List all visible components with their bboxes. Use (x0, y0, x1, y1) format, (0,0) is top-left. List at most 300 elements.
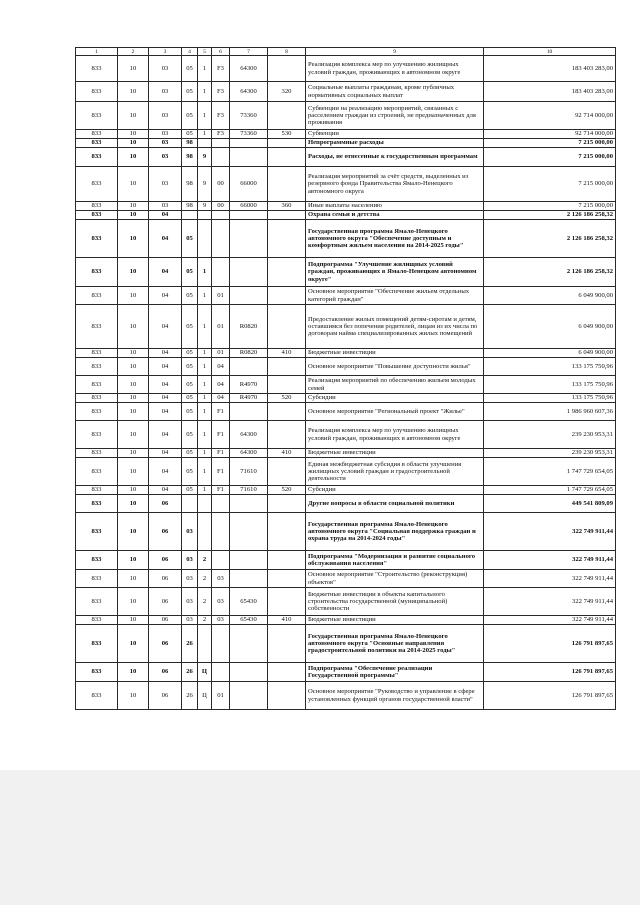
table-row (76, 403, 616, 421)
cell-program: 05 (182, 376, 198, 394)
cell-subsection: 04 (149, 211, 182, 220)
cell-section: 10 (118, 102, 149, 130)
cell-direction (230, 358, 268, 376)
cell-description: Бюджетные инвестиции (306, 616, 484, 625)
cell-amount: 183 403 283,00 (484, 82, 616, 102)
cell-admin-code: 833 (76, 616, 118, 625)
cell-direction (230, 513, 268, 551)
cell-subsection: 06 (149, 663, 182, 682)
column-number: 10 (484, 48, 616, 56)
cell-section: 10 (118, 403, 149, 421)
cell-subsection: 04 (149, 394, 182, 403)
cell-direction (230, 403, 268, 421)
cell-description: Иные выплаты населению (306, 202, 484, 211)
cell-activity: F1 (212, 486, 230, 495)
cell-program: 05 (182, 421, 198, 449)
cell-description: Бюджетные инвестиции (306, 349, 484, 358)
cell-expense-type (268, 167, 306, 202)
cell-direction (230, 287, 268, 305)
cell-program: 05 (182, 349, 198, 358)
table-row (76, 663, 616, 682)
table-row (76, 449, 616, 458)
table-row (76, 287, 616, 305)
cell-section: 10 (118, 358, 149, 376)
cell-subsection: 06 (149, 625, 182, 663)
cell-admin-code: 833 (76, 56, 118, 82)
cell-amount: 1 747 729 654,05 (484, 486, 616, 495)
cell-activity: F1 (212, 403, 230, 421)
cell-subsection: 03 (149, 102, 182, 130)
cell-description: Бюджетные инвестиции в объекты капитального строительства государственной (муниципальной) собственности (306, 588, 484, 616)
cell-amount: 322 749 911,44 (484, 588, 616, 616)
cell-direction: 66000 (230, 167, 268, 202)
cell-amount: 2 126 186 258,32 (484, 220, 616, 258)
cell-expense-type (268, 258, 306, 287)
cell-expense-type: 360 (268, 202, 306, 211)
cell-expense-type: 410 (268, 449, 306, 458)
cell-amount: 2 126 186 258,32 (484, 258, 616, 287)
cell-amount: 449 541 809,09 (484, 495, 616, 513)
cell-activity: F1 (212, 449, 230, 458)
cell-direction (230, 625, 268, 663)
cell-direction: 64300 (230, 421, 268, 449)
column-number: 2 (118, 48, 149, 56)
table-row (76, 349, 616, 358)
cell-activity (212, 513, 230, 551)
table-row (76, 148, 616, 167)
cell-direction (230, 139, 268, 148)
cell-program (182, 211, 198, 220)
cell-description: Основное мероприятие "Региональный проект "Жилье" (306, 403, 484, 421)
cell-subprogram (198, 211, 212, 220)
cell-activity: 00 (212, 202, 230, 211)
cell-program: 05 (182, 130, 198, 139)
cell-expense-type (268, 513, 306, 551)
cell-admin-code: 833 (76, 211, 118, 220)
cell-amount: 2 126 186 258,32 (484, 211, 616, 220)
cell-program: 05 (182, 258, 198, 287)
table-row (76, 394, 616, 403)
cell-subprogram: 1 (198, 287, 212, 305)
cell-activity (212, 220, 230, 258)
cell-description: Субсидии (306, 486, 484, 495)
cell-expense-type (268, 220, 306, 258)
cell-direction (230, 220, 268, 258)
cell-admin-code: 833 (76, 394, 118, 403)
cell-expense-type (268, 570, 306, 588)
cell-activity (212, 211, 230, 220)
cell-program: 05 (182, 102, 198, 130)
cell-program: 03 (182, 570, 198, 588)
column-number: 5 (198, 48, 212, 56)
table-row (76, 458, 616, 486)
cell-activity (212, 148, 230, 167)
cell-subsection: 04 (149, 220, 182, 258)
cell-subprogram: Ц (198, 682, 212, 710)
cell-subsection: 03 (149, 148, 182, 167)
cell-subsection: 06 (149, 682, 182, 710)
cell-expense-type (268, 358, 306, 376)
table-row (76, 202, 616, 211)
cell-expense-type (268, 625, 306, 663)
table-row (76, 486, 616, 495)
cell-admin-code: 833 (76, 167, 118, 202)
cell-program: 05 (182, 220, 198, 258)
cell-direction (230, 495, 268, 513)
cell-direction: R0820 (230, 305, 268, 349)
cell-subprogram: 1 (198, 305, 212, 349)
cell-direction: 71610 (230, 458, 268, 486)
table-row (76, 625, 616, 663)
cell-direction: 73360 (230, 130, 268, 139)
cell-subsection: 04 (149, 358, 182, 376)
cell-subprogram: 1 (198, 376, 212, 394)
cell-subsection: 04 (149, 486, 182, 495)
cell-expense-type (268, 211, 306, 220)
cell-amount: 7 215 000,00 (484, 202, 616, 211)
cell-subprogram: 1 (198, 102, 212, 130)
cell-activity: 03 (212, 616, 230, 625)
cell-subsection: 04 (149, 449, 182, 458)
cell-subprogram: 1 (198, 258, 212, 287)
cell-subprogram: 2 (198, 551, 212, 570)
cell-program: 05 (182, 403, 198, 421)
cell-amount: 126 791 897,65 (484, 663, 616, 682)
cell-subprogram (198, 495, 212, 513)
cell-activity: F1 (212, 421, 230, 449)
cell-activity: 04 (212, 358, 230, 376)
cell-section: 10 (118, 495, 149, 513)
cell-section: 10 (118, 167, 149, 202)
cell-expense-type: 320 (268, 82, 306, 102)
cell-expense-type (268, 102, 306, 130)
cell-program: 98 (182, 148, 198, 167)
cell-amount: 7 215 000,00 (484, 139, 616, 148)
cell-amount: 322 749 911,44 (484, 570, 616, 588)
cell-description: Реализация мероприятий за счёт средств, выделенных из резервного фонда Правительства Ямало-Ненецкого автономного округа (306, 167, 484, 202)
cell-admin-code: 833 (76, 258, 118, 287)
cell-amount: 1 747 729 654,05 (484, 458, 616, 486)
table-row (76, 570, 616, 588)
column-number: 9 (306, 48, 484, 56)
cell-admin-code: 833 (76, 202, 118, 211)
cell-subsection: 06 (149, 616, 182, 625)
cell-subsection: 04 (149, 287, 182, 305)
cell-subsection: 03 (149, 139, 182, 148)
table-row (76, 220, 616, 258)
cell-expense-type (268, 663, 306, 682)
cell-subsection: 06 (149, 588, 182, 616)
cell-amount: 126 791 897,65 (484, 625, 616, 663)
cell-direction (230, 148, 268, 167)
table-header-row (76, 48, 616, 56)
cell-direction: 64300 (230, 56, 268, 82)
cell-expense-type (268, 376, 306, 394)
cell-activity: 01 (212, 305, 230, 349)
cell-program: 05 (182, 82, 198, 102)
cell-section: 10 (118, 82, 149, 102)
cell-amount: 7 215 000,00 (484, 148, 616, 167)
cell-program: 98 (182, 202, 198, 211)
page-bottom-margin (0, 770, 640, 905)
cell-expense-type (268, 139, 306, 148)
cell-activity (212, 551, 230, 570)
cell-program: 03 (182, 513, 198, 551)
cell-subprogram: 2 (198, 570, 212, 588)
cell-section: 10 (118, 458, 149, 486)
cell-subprogram: 1 (198, 458, 212, 486)
cell-subprogram: 1 (198, 394, 212, 403)
cell-section: 10 (118, 421, 149, 449)
cell-amount: 92 714 000,00 (484, 130, 616, 139)
cell-subprogram: 1 (198, 403, 212, 421)
cell-program: 03 (182, 588, 198, 616)
cell-subprogram: 1 (198, 421, 212, 449)
cell-direction (230, 663, 268, 682)
table-row (76, 258, 616, 287)
table-row (76, 495, 616, 513)
cell-program: 05 (182, 358, 198, 376)
cell-program: 05 (182, 449, 198, 458)
cell-section: 10 (118, 551, 149, 570)
cell-description: Государственная программа Ямало-Ненецкого автономного округа "Основные направления градостроительной политики на 2014-2025 годы" (306, 625, 484, 663)
cell-expense-type (268, 458, 306, 486)
cell-direction: R4970 (230, 394, 268, 403)
cell-amount: 133 175 750,96 (484, 358, 616, 376)
cell-expense-type: 410 (268, 349, 306, 358)
cell-description: Единая межбюджетная субсидия в области улучшения жилищных условий граждан и градостроительной деятельности (306, 458, 484, 486)
cell-direction (230, 551, 268, 570)
column-number: 6 (212, 48, 230, 56)
table-row (76, 211, 616, 220)
cell-subprogram: 1 (198, 82, 212, 102)
cell-activity (212, 495, 230, 513)
cell-program: 05 (182, 56, 198, 82)
cell-activity: 01 (212, 287, 230, 305)
cell-amount: 239 230 953,31 (484, 421, 616, 449)
cell-description: Основное мероприятие "Руководство и управление в сфере установленных функций органов государственной власти" (306, 682, 484, 710)
cell-section: 10 (118, 211, 149, 220)
cell-activity (212, 663, 230, 682)
cell-section: 10 (118, 682, 149, 710)
cell-activity (212, 258, 230, 287)
cell-description: Охрана семьи и детства (306, 211, 484, 220)
cell-subsection: 04 (149, 458, 182, 486)
cell-description: Подпрограмма "Улучшение жилищных условий граждан, проживающих в Ямало-Ненецком автономном округе" (306, 258, 484, 287)
cell-direction: 73360 (230, 102, 268, 130)
cell-description: Основное мероприятие "Повышение доступности жилья" (306, 358, 484, 376)
cell-description: Подпрограмма "Обеспечение реализации Государственной программы" (306, 663, 484, 682)
cell-subsection: 04 (149, 403, 182, 421)
table-row (76, 513, 616, 551)
cell-program: 05 (182, 305, 198, 349)
cell-admin-code: 833 (76, 458, 118, 486)
cell-amount: 92 714 000,00 (484, 102, 616, 130)
cell-description: Реализация комплекса мер по улучшению жилищных условий граждан, проживающих в автономном округе (306, 56, 484, 82)
cell-section: 10 (118, 130, 149, 139)
cell-subsection: 06 (149, 495, 182, 513)
cell-admin-code: 833 (76, 682, 118, 710)
cell-amount: 322 749 911,44 (484, 513, 616, 551)
cell-admin-code: 833 (76, 663, 118, 682)
cell-description: Субсидии (306, 394, 484, 403)
cell-section: 10 (118, 486, 149, 495)
cell-description: Предоставление жилых помещений детям-сиротам и детям, оставшимся без попечения родителей, лицам из их числа по договорам найма специализированных жилых помещений (306, 305, 484, 349)
cell-subprogram: 2 (198, 616, 212, 625)
cell-expense-type (268, 421, 306, 449)
cell-description: Непрограммные расходы (306, 139, 484, 148)
cell-description: Субвенции (306, 130, 484, 139)
cell-program: 98 (182, 167, 198, 202)
cell-direction: 71610 (230, 486, 268, 495)
cell-expense-type (268, 403, 306, 421)
cell-expense-type (268, 682, 306, 710)
cell-section: 10 (118, 616, 149, 625)
cell-activity (212, 625, 230, 663)
column-number: 1 (76, 48, 118, 56)
cell-subsection: 03 (149, 167, 182, 202)
cell-section: 10 (118, 449, 149, 458)
cell-amount: 133 175 750,96 (484, 376, 616, 394)
table-row (76, 102, 616, 130)
cell-subprogram: 1 (198, 130, 212, 139)
cell-activity: 03 (212, 570, 230, 588)
cell-subsection: 04 (149, 376, 182, 394)
cell-expense-type (268, 551, 306, 570)
cell-direction (230, 570, 268, 588)
cell-direction: 64300 (230, 449, 268, 458)
cell-section: 10 (118, 148, 149, 167)
table-row (76, 167, 616, 202)
table-row (76, 358, 616, 376)
cell-subsection: 04 (149, 305, 182, 349)
cell-description: Государственная программа Ямало-Ненецкого автономного округа "Социальная поддержка граждан и охрана труда на 2014-2024 годы" (306, 513, 484, 551)
table-row (76, 421, 616, 449)
table-row (76, 616, 616, 625)
cell-subsection: 06 (149, 570, 182, 588)
cell-activity: F3 (212, 56, 230, 82)
cell-amount: 1 986 960 607,36 (484, 403, 616, 421)
cell-subsection: 03 (149, 202, 182, 211)
table-row (76, 588, 616, 616)
cell-subprogram (198, 220, 212, 258)
cell-admin-code: 833 (76, 148, 118, 167)
cell-amount: 322 749 911,44 (484, 616, 616, 625)
cell-activity: F3 (212, 130, 230, 139)
cell-admin-code: 833 (76, 349, 118, 358)
cell-admin-code: 833 (76, 139, 118, 148)
cell-section: 10 (118, 287, 149, 305)
cell-program: 05 (182, 394, 198, 403)
cell-expense-type: 520 (268, 486, 306, 495)
cell-description: Бюджетные инвестиции (306, 449, 484, 458)
column-number: 4 (182, 48, 198, 56)
cell-admin-code: 833 (76, 421, 118, 449)
cell-admin-code: 833 (76, 287, 118, 305)
cell-subprogram (198, 513, 212, 551)
cell-amount: 133 175 750,96 (484, 394, 616, 403)
cell-description: Другие вопросы в области социальной политики (306, 495, 484, 513)
cell-activity: 01 (212, 349, 230, 358)
cell-section: 10 (118, 258, 149, 287)
cell-direction: R4970 (230, 376, 268, 394)
cell-subprogram: Ц (198, 663, 212, 682)
cell-activity: 04 (212, 376, 230, 394)
cell-expense-type (268, 56, 306, 82)
cell-amount: 7 215 000,00 (484, 167, 616, 202)
cell-description: Государственная программа Ямало-Ненецкого автономного округа "Обеспечение доступным и комфортным жильем населения на 2014-2025 годы" (306, 220, 484, 258)
cell-section: 10 (118, 56, 149, 82)
cell-expense-type: 520 (268, 394, 306, 403)
cell-admin-code: 833 (76, 495, 118, 513)
cell-subsection: 06 (149, 513, 182, 551)
cell-activity: F1 (212, 458, 230, 486)
cell-expense-type (268, 287, 306, 305)
cell-subsection: 03 (149, 82, 182, 102)
cell-admin-code: 833 (76, 102, 118, 130)
cell-subprogram (198, 139, 212, 148)
cell-program: 05 (182, 287, 198, 305)
cell-description: Подпрограмма "Модернизация и развитие социального обслуживания населения" (306, 551, 484, 570)
cell-subprogram: 1 (198, 358, 212, 376)
cell-amount: 322 749 911,44 (484, 551, 616, 570)
cell-description: Субвенции на реализацию мероприятий, связанных с расселением граждан из строений, не предназначенных для проживания (306, 102, 484, 130)
cell-amount: 6 049 900,00 (484, 349, 616, 358)
cell-program: 98 (182, 139, 198, 148)
cell-activity: F3 (212, 102, 230, 130)
column-number: 3 (149, 48, 182, 56)
cell-direction (230, 258, 268, 287)
cell-program: 05 (182, 458, 198, 486)
cell-description: Основное мероприятие "Обеспечение жильем отдельных категорий граждан" (306, 287, 484, 305)
table-row (76, 130, 616, 139)
cell-admin-code: 833 (76, 376, 118, 394)
cell-expense-type: 410 (268, 616, 306, 625)
cell-subsection: 03 (149, 130, 182, 139)
cell-program: 03 (182, 616, 198, 625)
table-row (76, 139, 616, 148)
cell-amount: 126 791 897,65 (484, 682, 616, 710)
column-number: 7 (230, 48, 268, 56)
cell-admin-code: 833 (76, 588, 118, 616)
cell-admin-code: 833 (76, 403, 118, 421)
cell-amount: 6 049 900,00 (484, 287, 616, 305)
table-row (76, 682, 616, 710)
cell-section: 10 (118, 513, 149, 551)
cell-admin-code: 833 (76, 513, 118, 551)
table-row (76, 82, 616, 102)
cell-expense-type (268, 588, 306, 616)
cell-activity (212, 139, 230, 148)
table-row (76, 551, 616, 570)
cell-program: 26 (182, 663, 198, 682)
cell-section: 10 (118, 202, 149, 211)
cell-subprogram: 2 (198, 588, 212, 616)
cell-section: 10 (118, 394, 149, 403)
cell-subprogram: 1 (198, 56, 212, 82)
cell-subsection: 04 (149, 258, 182, 287)
cell-program (182, 495, 198, 513)
cell-direction: 66000 (230, 202, 268, 211)
cell-program: 26 (182, 682, 198, 710)
cell-subsection: 06 (149, 551, 182, 570)
cell-section: 10 (118, 349, 149, 358)
cell-subprogram (198, 625, 212, 663)
cell-program: 26 (182, 625, 198, 663)
cell-description: Основное мероприятие "Строительство (реконструкция) объектов" (306, 570, 484, 588)
cell-expense-type: 530 (268, 130, 306, 139)
cell-section: 10 (118, 305, 149, 349)
